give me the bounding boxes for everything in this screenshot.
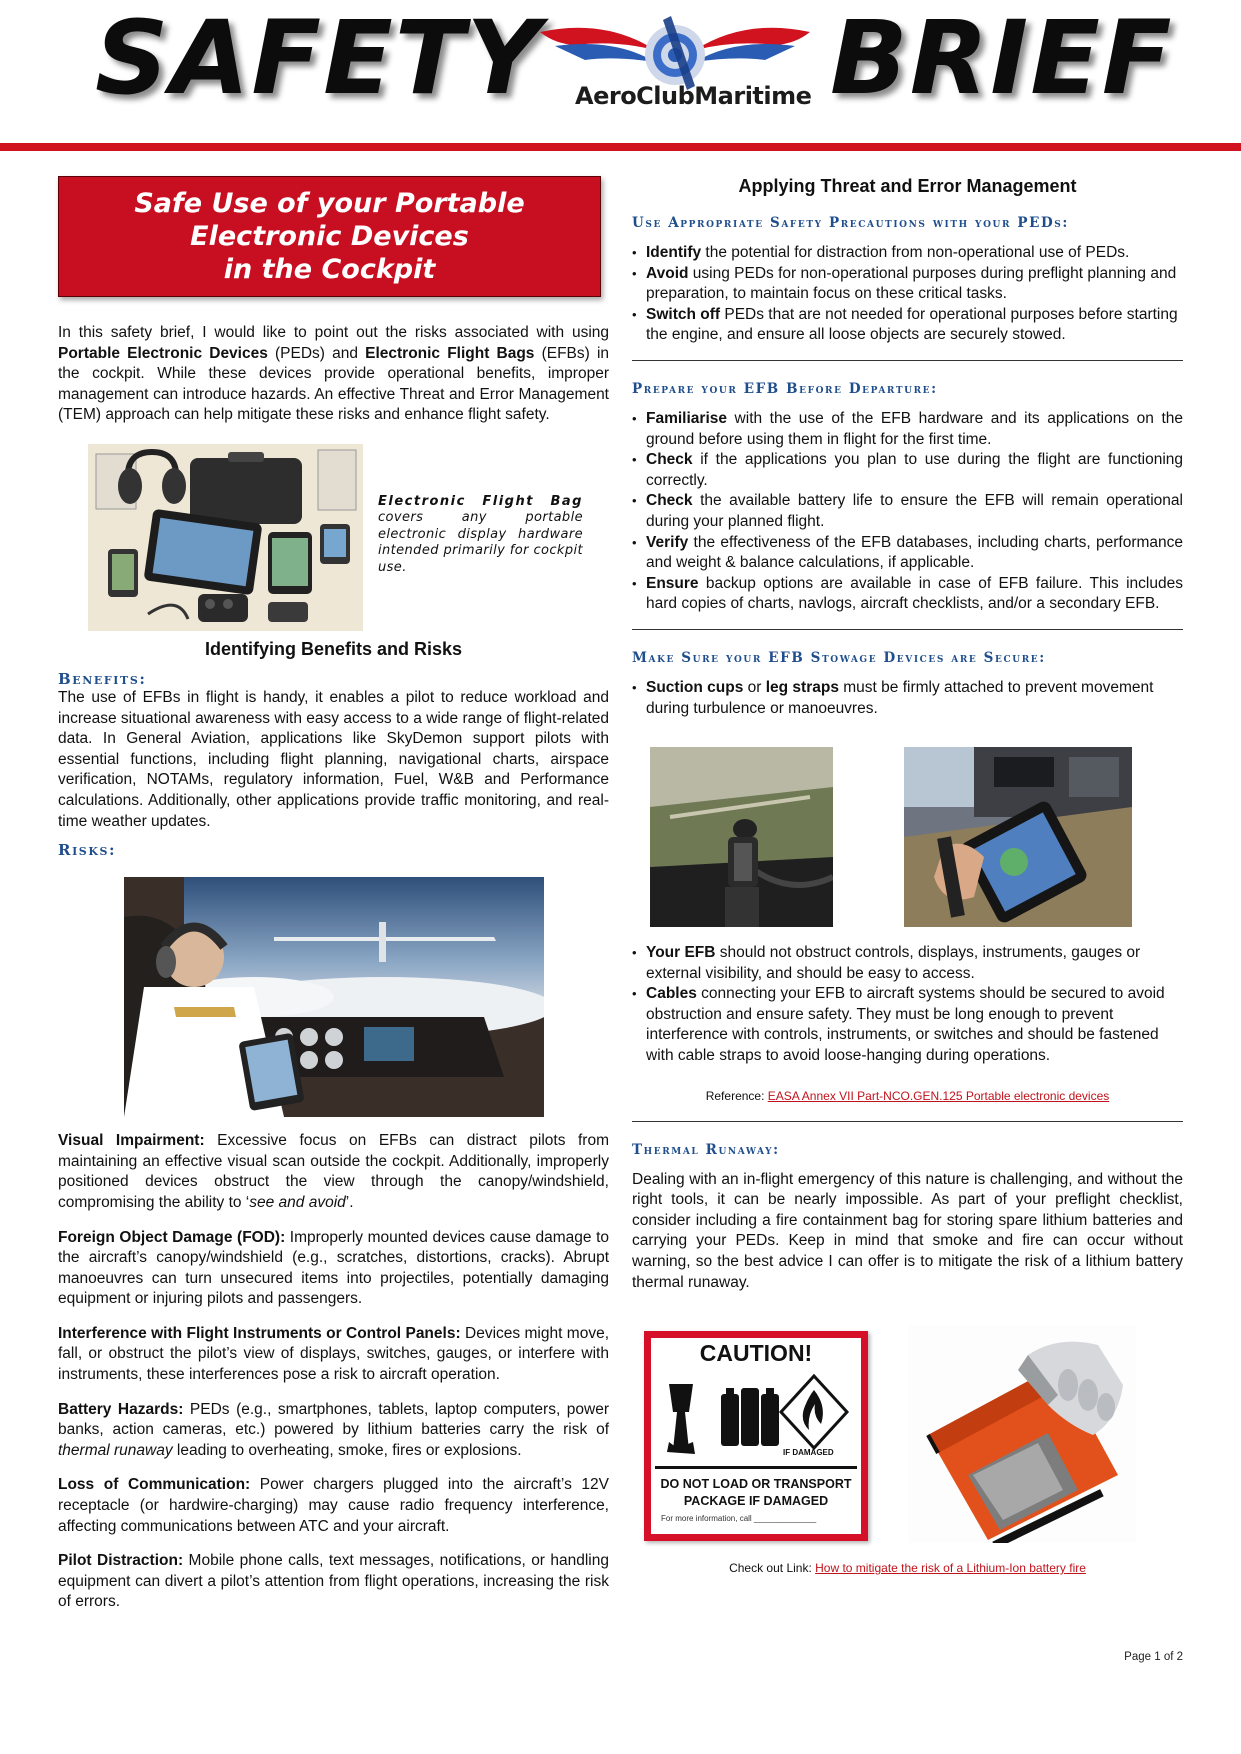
header-brief-word: BRIEF xyxy=(830,0,1174,118)
ped-precautions-label: Use Appropriate Safety Precautions with your PEDs: xyxy=(632,215,1069,231)
stowage-label: Make Sure your EFB Stowage Devices are Secure: xyxy=(632,649,1046,666)
right-column xyxy=(632,176,1183,1575)
stowage-photos xyxy=(632,737,1183,939)
stowage-list-2 xyxy=(632,943,1183,1067)
header-divider xyxy=(0,143,1241,151)
title-line-2: Electronic Devices xyxy=(190,221,469,252)
header-safety-word: SAFETY xyxy=(95,0,543,118)
efb-prepare-label: Prepare your EFB Before Departure: xyxy=(632,380,938,397)
efb-caption-title: Electronic Flight Bag xyxy=(378,493,583,509)
list-item: • Check the available battery life to ensure the EFB will remain operational during your planned flight. xyxy=(632,491,1183,532)
caution-title: CAUTION! xyxy=(699,1340,813,1367)
efb-caption-text: covers any portable electronic display hardware intended primarily for cockpit use. xyxy=(378,510,583,575)
title-line-3: in the Cockpit xyxy=(223,254,436,285)
fire-safety-photos xyxy=(632,1323,1183,1547)
benefits-label: Benefits: xyxy=(58,669,147,688)
risks-label: Risks: xyxy=(58,841,117,860)
cockpit-photo xyxy=(124,877,544,1117)
reference-line: Reference: EASA Annex VII Part-NCO.GEN.125 Portable electronic devices xyxy=(705,1088,1110,1103)
benefits-paragraph: The use of EFBs in flight is handy, it enables a pilot to reduce workload and increase situational awareness with easy access to a wide range of flight-related data. In General Aviation, applications like SkyDemon support pilots with essential functions, including flight planning, navigational charts, airspace verification, NOTAMs, regulatory information, Fuel, W&B and Performance calculations. Additionally, other applications provide traffic monitoring, and real-time weather updates. xyxy=(58,688,609,830)
caution-label xyxy=(644,1331,868,1541)
title-line-1: Safe Use of your Portable xyxy=(134,188,525,219)
benefits-risks-heading: Identifying Benefits and Risks xyxy=(204,638,463,659)
efb-caption xyxy=(378,494,583,577)
list-item: • Ensure backup options are available in case of EFB failure. This includes hard copies of charts, navlogs, aircraft checklists, and/or a secondary EFB. xyxy=(632,574,1183,615)
section-divider xyxy=(632,629,1183,630)
tem-heading: Applying Threat and Error Management xyxy=(738,176,1077,196)
thermal-runaway-paragraph: Dealing with an in-flight emergency of this nature is challenging, and without the right tools, it can be nearly impossible. As part of your preflight checklist, consider including a fire containment bag for storing spare lithium batteries and carrying your PEDs. Keep in mind that smoke and fire can occur without warning, so the best advice I can offer is to mitigate the risk of a lithium battery thermal runaway. xyxy=(632,1170,1183,1291)
caution-warning: DO NOT LOAD OR TRANSPORT PACKAGE IF DAMAGED xyxy=(660,1477,852,1509)
list-item: • Verify the effectiveness of the EFB databases, including charts, performance and weight & balance calculations, if applicable. xyxy=(632,533,1183,574)
risks-list xyxy=(58,1131,609,1613)
ped-precautions-list xyxy=(632,243,1183,346)
risk-interference: Interference with Flight Instruments or Control Panels: Devices might move, fall, or obstruct the pilot’s view of displays, switches, gauges, or interfere with instruments, these interferences pose a risk to aircraft operation. xyxy=(58,1324,609,1384)
list-item: • Avoid using PEDs for non-operational purposes during preflight planning and preparation, to maintain focus on these critical tasks. xyxy=(632,264,1183,305)
stowage-list xyxy=(632,678,1183,719)
risk-communication: Loss of Communication: Power chargers plugged into the aircraft’s 12V receptacle (or hardwire-charging) may cause radio frequency interference, affecting communications between ATC and your aircraft. xyxy=(58,1476,609,1535)
thermal-runaway-label: Thermal Runaway: xyxy=(632,1141,780,1158)
list-item: • Your EFB should not obstruct controls, displays, instruments, gauges or external visibility, and should be easy to access. xyxy=(632,943,1183,984)
left-column xyxy=(58,176,609,1613)
risk-fod: Foreign Object Damage (FOD): Improperly mounted devices cause damage to the aircraft’s canopy/windshield (e.g., scratches, distortions, cracks). Abrupt manoeuvres can turn unsecured items into projectiles, potentially damaging equipment or injuring pilots and passengers. xyxy=(58,1228,609,1308)
list-item: • Check if the applications you plan to use during the flight are functioning correctly. xyxy=(632,450,1183,491)
efb-prepare-list xyxy=(632,409,1183,615)
logo-wordmark: AeroClubMaritime xyxy=(575,82,812,110)
efb-illustration xyxy=(88,444,363,631)
list-item: • Switch off PEDs that are not needed for operational purposes before starting the engine, and ensure all loose objects are securely stowed. xyxy=(632,305,1183,346)
caution-divider xyxy=(655,1466,857,1469)
risk-distraction: Pilot Distraction: Mobile phone calls, text messages, notifications, or handling equipment can divert a pilot’s attention from flight operations, increasing the risk of errors. xyxy=(58,1552,609,1611)
page-header xyxy=(0,0,1241,150)
list-item: • Familiarise with the use of the EFB hardware and its applications on the ground before using them in flight for the first time. xyxy=(632,409,1183,450)
section-divider xyxy=(632,1121,1183,1122)
suction-mount-photo xyxy=(650,747,833,927)
list-item: • Identify the potential for distraction from non-operational use of PEDs. xyxy=(632,243,1183,264)
caution-more-info: For more information, call ______________ xyxy=(661,1514,817,1524)
if-damaged-text: IF DAMAGED xyxy=(783,1448,834,1458)
list-item: • Cables connecting your EFB to aircraft systems should be secured to avoid obstruction and ensure safety. They must be long enough to prevent interference with controls, instruments, or switches and should be fastened with cable straps to avoid loose-hanging during operations. xyxy=(632,984,1183,1066)
page-number: Page 1 of 2 xyxy=(1124,1651,1183,1663)
section-divider xyxy=(632,360,1183,361)
leg-strap-photo xyxy=(904,747,1132,927)
fire-containment-bag-photo xyxy=(908,1325,1136,1543)
risk-battery: Battery Hazards: PEDs (e.g., smartphones, tablets, laptop computers, power banks, action cameras, etc.) powered by lithium batteries carry the risk of thermal runaway leading to overheating, smoke, fires or explosions. xyxy=(58,1400,609,1459)
efb-figure xyxy=(58,444,609,639)
intro-paragraph: In this safety brief, I would like to point out the risks associated with using Portable Electronic Devices (PEDs) and Electronic Flight Bags (EFBs) in the cockpit. While these devices provide operational benefits, improper management can introduce hazards. An effective Threat and Error Management (TEM) approach can help mitigate these risks and enhance flight safety. xyxy=(58,324,610,424)
reference-link[interactable]: EASA Annex VII Part-NCO.GEN.125 Portable electronic devices xyxy=(767,1088,1110,1103)
title-box xyxy=(58,176,601,297)
list-item: • Suction cups or leg straps must be firmly attached to prevent movement during turbulence or manoeuvres. xyxy=(632,678,1183,719)
checkout-line: Check out Link: How to mitigate the risk of a Lithium-Ion battery fire xyxy=(729,1561,1086,1576)
checkout-link[interactable]: How to mitigate the risk of a Lithium-Ion battery fire xyxy=(815,1561,1086,1576)
risk-visual-impairment: Visual Impairment: Excessive focus on EFBs can distract pilots from maintaining an effective visual scan outside the cockpit. Additionally, improperly positioned devices obstruct the view through the canopy/windshield, compromising the ability to ‘see and avoid’. xyxy=(58,1132,609,1211)
